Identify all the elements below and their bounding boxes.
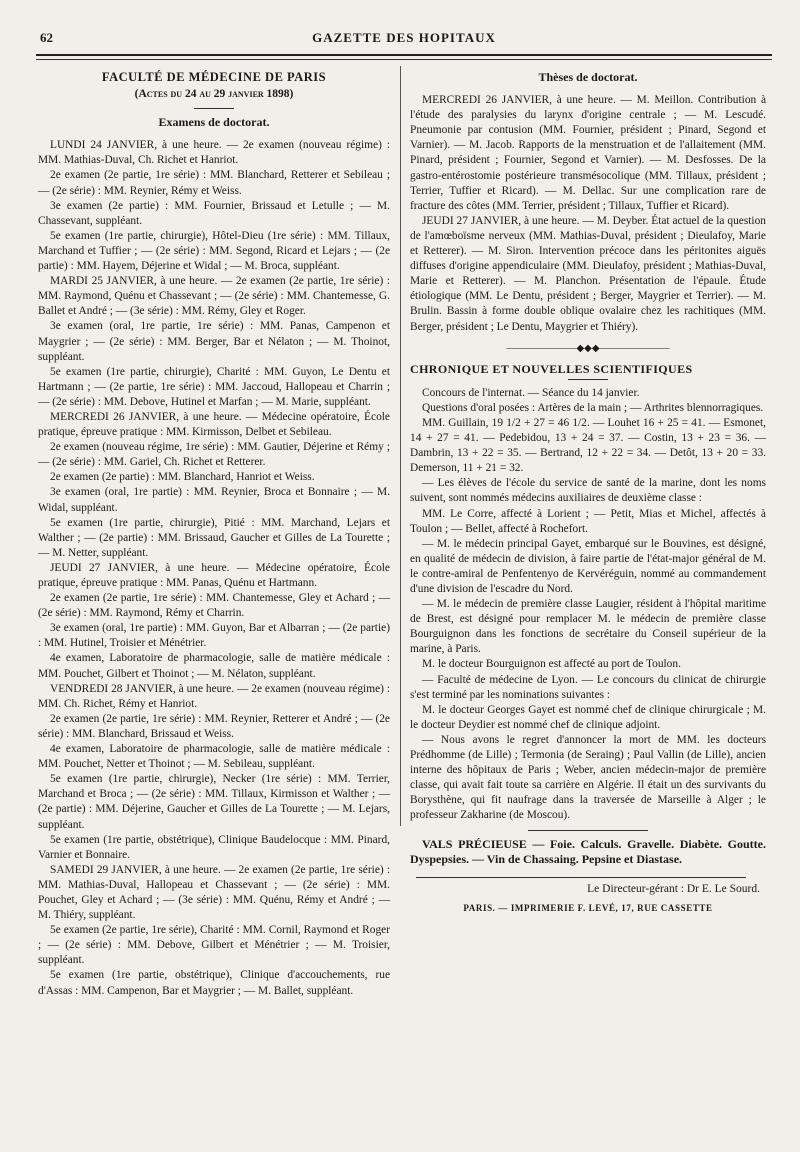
exam-paragraph: 5e examen (1re partie, chirurgie), Charité : MM. Guyon, Le Dentu et Hartmann ; — (2e partie, 1re série) : MM. Jaccoud, Hallopeau et Charrin ; — (2e série) : MM. Debove, Hutinel et Marfan ; — M. Marie, suppléant. [38,365,390,408]
exam-paragraph: 2e examen (2e partie, 1re série) : MM. Chantemesse, Gley et Achard ; — (2e série) : MM. Raymond, Rémy et Charrin. [38,592,390,620]
exam-paragraph: SAMEDI 29 JANVIER, à une heure. — 2e examen (2e partie, 1re série) : MM. Mathias-Duval, Hallopeau et Chassevant ; — (2e série) : MM. Pouchet, Gley et Achard ; — (3e série) : MM. Quénu, Rémy et André ; — M. Thiéry, suppléant. [38,863,390,922]
news-paragraph: — Les élèves de l'école du service de santé de la marine, dont les noms suivent, sont nommés médecins auxiliaires de deuxième classe : [410,477,766,505]
exam-paragraph: 2e examen (2e partie, 1re série) : MM. Blanchard, Retterer et Sebileau ; — (2e série) : MM. Reynier, Rémy et Weiss. [38,169,390,197]
page-number: 62 [40,30,53,45]
exam-paragraph: 2e examen (2e partie) : MM. Blanchard, Hanriot et Weiss. [50,471,315,484]
exam-paragraph: 5e examen (1re partie, obstétrique), Clinique d'accouchements, rue d'Assas : MM. Campenon, Bar et Maygrier ; — M. Ballet, suppléant. [38,969,390,997]
chronique-list [410,386,766,824]
divider [528,830,648,831]
exam-paragraph: 3e examen (oral, 1re partie) : MM. Guyon, Bar et Albarran ; — (2e partie) : MM. Hutinel, Troisier et Ménétrier. [38,622,390,650]
page-header [36,28,772,50]
exams-heading: Examens de doctorat. [158,115,270,130]
exam-paragraph: 5e examen (2e partie, 1re série), Charité : MM. Cornil, Raymond et Roger ; — (2e série) : MM. Debove, Gilbert et Ménétrier ; — M. Troisier, suppléant. [38,924,390,967]
exam-paragraph: 3e examen (2e partie) : MM. Fournier, Brissaud et Letulle ; — M. Chassevant, suppléant. [38,199,390,227]
journal-title: GAZETTE DES HOPITAUX [312,30,496,45]
footer-rule [416,877,746,878]
acts-subtitle: (Actes du 24 au 29 janvier 1898) [134,88,294,101]
ornament-divider: ———————◆◆◆——————— [506,342,670,354]
news-paragraph: — Faculté de médecine de Lyon. — Le concours du clinicat de chirurgie s'est terminé par les nominations suivantes : [410,673,766,701]
exam-paragraph: 2e examen (2e partie, 1re série) : MM. Reynier, Retterer et André ; — (2e série) : MM. Blanchard, Brissaud et Weiss. [38,712,390,740]
news-paragraph: MM. Le Corre, affecté à Lorient ; — Petit, Mias et Michel, affectés à Toulon ; — Bellet, affecté à Rochefort. [410,507,766,535]
header-rule [36,54,772,56]
theses-heading: Thèses de doctorat. [538,70,638,84]
exam-paragraph: 2e examen (nouveau régime, 1re série) : MM. Gautier, Déjerine et Rémy ; — (2e série) : MM. Gariel, Ch. Richet et Retterer. [38,441,390,469]
faculty-title: FACULTÉ DE MÉDECINE DE PARIS [101,70,327,84]
news-paragraph: M. le docteur Georges Gayet est nommé chef de clinique chirurgicale ; M. le docteur Deydier est nommé chef de clinique adjoint. [410,703,766,731]
header-rule-thin [36,59,772,60]
exam-list [38,138,390,998]
divider [568,379,608,380]
theses-list [410,93,766,335]
column-divider [400,66,401,826]
exam-paragraph: LUNDI 24 JANVIER, à une heure. — 2e examen (nouveau régime) : MM. Mathias-Duval, Ch. Richet et Hanriot. [38,139,390,167]
news-paragraph: — M. le médecin principal Gayet, embarqué sur le Bouvines, est désigné, en qualité de médecin de division, à faire partie de l'état-major général de M. le contre-amiral de Penfentenyo de Kervéréguin, nommé au commandement d'une division de l'escadre du Nord. [410,537,766,595]
exam-paragraph: 5e examen (1re partie, obstétrique), Clinique Baudelocque : MM. Pinard, Varnier et Bonnaire. [38,833,390,861]
left-column [38,68,390,999]
exam-paragraph: JEUDI 27 JANVIER, à une heure. — Médecine opératoire, École pratique, épreuve pratique : MM. Panas, Quénu et Hartmann. [38,561,390,589]
exam-paragraph: 4e examen, Laboratoire de pharmacologie, salle de matière médicale : MM. Pouchet, Netter et Thoinot ; — M. Sebileau, suppléant. [38,743,390,771]
news-paragraph: — M. le médecin de première classe Laugier, résident à l'hôpital maritime de Brest, est désigné pour remplacer M. le médecin de première classe Bourguignon dans les fonctions de secrétaire du Conseil supérieur de la marine, à Paris. [410,598,766,656]
exam-paragraph: 5e examen (1re partie, chirurgie), Necker (1re série) : MM. Terrier, Marchand et Broca ; — (2e série) : MM. Tillaux, Kirmisson et Walther ; — (2e partie) : MM. Déjerine, Gaucher et Gilles de La Tourette ; — M. Lejars, suppléant. [38,773,390,831]
exam-paragraph: 4e examen, Laboratoire de pharmacologie, salle de matière médicale : MM. Pouchet, Gilbert et Thoinot ; — M. Nélaton, suppléant. [38,652,390,680]
news-paragraph: — Nous avons le regret d'annoncer la mort de MM. les docteurs Prédhomme (de Lille) ; Termonia (de Seraing) ; Paul Vallin (de Lille), ancien interne des hôpitaux de Paris ; Weber, ancien médecin-major de première classe, qui avait fait toute sa carrière en Algérie. Il était un des survivants du Borysthène, qui fit naufrage dans la traversée de Marseille à Alger ; le professeur Zakharine (de Moscou). [410,733,766,822]
news-paragraph: M. le docteur Bourguignon est affecté au port de Toulon. [422,658,681,671]
right-column [410,68,766,916]
divider [194,108,234,109]
chronique-heading: CHRONIQUE ET NOUVELLES SCIENTIFIQUES [410,361,693,376]
exam-paragraph: VENDREDI 28 JANVIER, à une heure. — 2e examen (nouveau régime) : MM. Ch. Richet, Rémy et Hanriot. [38,682,390,710]
exam-paragraph: MARDI 25 JANVIER, à une heure. — 2e examen (2e partie, 1re série) : MM. Raymond, Quénu et Chassevant ; — (2e série) : MM. Chantemesse, G. Ballet et André ; — (3e série) : MM. Rémy, Gley et Roger. [38,275,390,318]
exam-paragraph: 3e examen (oral, 1re partie, 1re série) : MM. Panas, Campenon et Maygrier ; — (2e série) : MM. Berger, Bar et Nélaton ; — M. Thoinot, suppléant. [38,320,390,363]
thesis-paragraph: JEUDI 27 JANVIER, à une heure. — M. Deyber. État actuel de la question de l'amœboïsme nerveux (MM. Mathias-Duval, président ; Dieulafoy, Marie et Retterer). — M. Siron. Intervention précoce dans les péritonites aiguës diffuses d'origine appendiculaire (MM. Dieulafoy, président ; Mathias-Duval, Marie et Retterer). — M. Planchon. Présentation de l'épaule. Étude étiologique (MM. Le Dentu, président ; Berger, Maygrier et Terrier). — M. Brulin. Bassin à forme double oblique ovalaire chez les rachitiques (MM. Berger, président ; Le Dentu, Maygrier et Thiéry). [410,214,766,333]
printer-imprint: PARIS. — IMPRIMERIE F. LEVÉ, 17, RUE CASSETTE [463,902,713,913]
vals-advert: VALS PRÉCIEUSE — Foie. Calculs. Gravelle. Diabète. Goutte. Dyspepsies. — Vin de Chassaing. Pepsine et Diastase. [410,836,766,866]
news-paragraph: MM. Guillain, 19 1/2 + 27 = 46 1/2. — Louhet 16 + 25 = 41. — Esmonet, 14 + 27 = 41. — Pedebidou, 13 + 24 = 37. — Costin, 13 + 23 = 36. — Dambrin, 13 + 22 = 35. — Bertrand, 12 + 22 = 34. — Detôt, 13 + 20 = 33. Demerson, 11 + 21 = 32. [410,416,766,475]
news-paragraph: Concours de l'internat. — Séance du 14 janvier. [422,386,640,399]
exam-paragraph: 3e examen (oral, 1re partie) : MM. Reynier, Broca et Bonnaire ; — M. Widal, suppléant. [38,486,390,514]
director-signature: Le Directeur-gérant : Dr E. Le Sourd. [587,882,760,895]
news-paragraph: Questions d'oral posées : Artères de la main ; — Arthrites blennorragiques. [422,401,764,414]
thesis-paragraph: MERCREDI 26 JANVIER, à une heure. — M. Meillon. Contribution à l'étude des paralysies du larynx d'origine centrale ; — M. Lescudé. Pneumonie par contusion (MM. Fournier, président ; Pinard, Segond et Varnier). — M. Jacob. Rapports de la menstruation et de l'allaitement (MM. Pinard, président ; Fournier, Segond et Varnier). — M. Desfosses. De la gastro-entérostomie postérieure transmésocolique (MM. Tillaux, président ; Terrier, Tuffier et Ricard). — M. Dellac. Sur une complication rare de fracture des côtes (MM. Terrier, président ; Tillaux, Tuffier et Ricard). [410,94,766,212]
exam-paragraph: 5e examen (1re partie, chirurgie), Pitié : MM. Marchand, Lejars et Walther ; — (2e partie) : MM. Brissaud, Gaucher et Gilles de La Tourette ; — M. Netter, suppléant. [38,516,390,559]
exam-paragraph: MERCREDI 26 JANVIER, à une heure. — Médecine opératoire, École pratique, épreuve pratique : MM. Kirmisson, Delbet et Sebileau. [38,410,390,439]
exam-paragraph: 5e examen (1re partie, chirurgie), Hôtel-Dieu (1re série) : MM. Tillaux, Marchand et Tuffier ; — (2e série) : MM. Segond, Ricard et Lejars ; — (2e partie) : MM. Hayem, Déjerine et Widal ; — M. Broca, suppléant. [38,229,390,273]
